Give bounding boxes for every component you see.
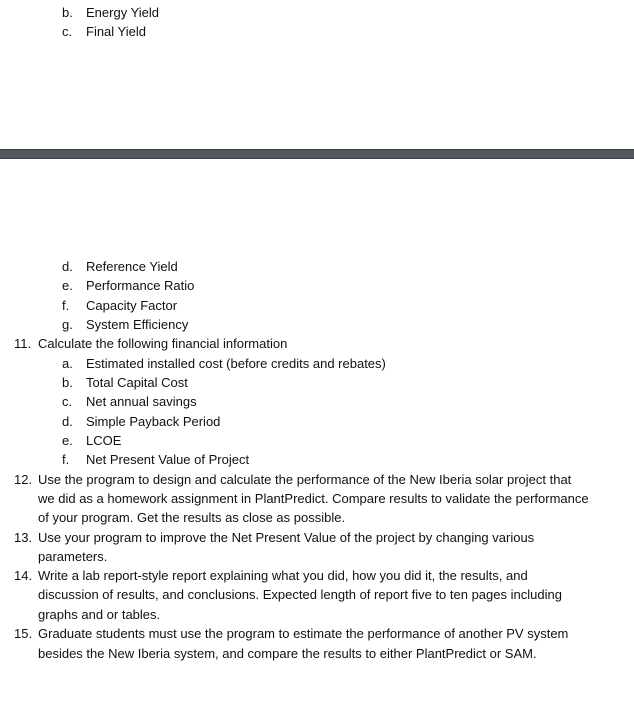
list-item-text: Net annual savings	[86, 394, 197, 409]
list-marker: c.	[62, 394, 73, 409]
list-item-text: Write a lab report-style report explaining what you did, how you did it, the results, and	[38, 568, 528, 583]
list-marker: b.	[62, 375, 73, 390]
list-item-text: Calculate the following financial information	[38, 336, 288, 351]
list-marker: c.	[62, 24, 73, 39]
list-item-text: System Efficiency	[86, 317, 189, 332]
list-item-text-continued: parameters.	[38, 549, 108, 564]
list-item-text-continued: discussion of results, and conclusions. Expected length of report five to ten pages including	[38, 587, 562, 602]
list-item-text: Estimated installed cost (before credits and rebates)	[86, 356, 386, 371]
list-item-text-continued: besides the New Iberia system, and compare the results to either PlantPredict or SAM.	[38, 646, 537, 661]
list-item-text-continued: we did as a homework assignment in PlantPredict. Compare results to validate the performance	[38, 491, 589, 506]
list-marker: e.	[62, 278, 73, 293]
list-marker: 11.	[14, 336, 32, 351]
list-item-text: Performance Ratio	[86, 278, 195, 293]
list-marker: b.	[62, 5, 73, 20]
list-marker: f.	[62, 452, 70, 467]
list-item-text: LCOE	[86, 433, 122, 448]
list-marker: 15.	[14, 626, 33, 641]
list-item-text: Graduate students must use the program to estimate the performance of another PV system	[38, 626, 569, 641]
list-marker: d.	[62, 414, 73, 429]
list-item-text-continued: of your program. Get the results as close as possible.	[38, 510, 346, 525]
list-marker: 13.	[14, 530, 33, 545]
list-marker: f.	[62, 298, 70, 313]
list-marker: e.	[62, 433, 73, 448]
list-marker: a.	[62, 356, 73, 371]
list-marker: d.	[62, 259, 73, 274]
list-item-text: Capacity Factor	[86, 298, 178, 313]
list-item-text: Net Present Value of Project	[86, 452, 250, 467]
list-item-text-continued: graphs and or tables.	[38, 607, 161, 622]
list-marker: 14.	[14, 568, 33, 583]
page-break-divider	[0, 149, 634, 159]
list-item-text: Energy Yield	[86, 5, 159, 20]
list-marker: g.	[62, 317, 73, 332]
list-item-text: Simple Payback Period	[86, 414, 221, 429]
list-item-text: Total Capital Cost	[86, 375, 188, 390]
list-item-text: Reference Yield	[86, 259, 178, 274]
list-item-text: Use the program to design and calculate the performance of the New Iberia solar project that	[38, 472, 572, 487]
list-item-text: Final Yield	[86, 24, 146, 39]
list-item-text: Use your program to improve the Net Present Value of the project by changing various	[38, 530, 535, 545]
list-marker: 12.	[14, 472, 33, 487]
